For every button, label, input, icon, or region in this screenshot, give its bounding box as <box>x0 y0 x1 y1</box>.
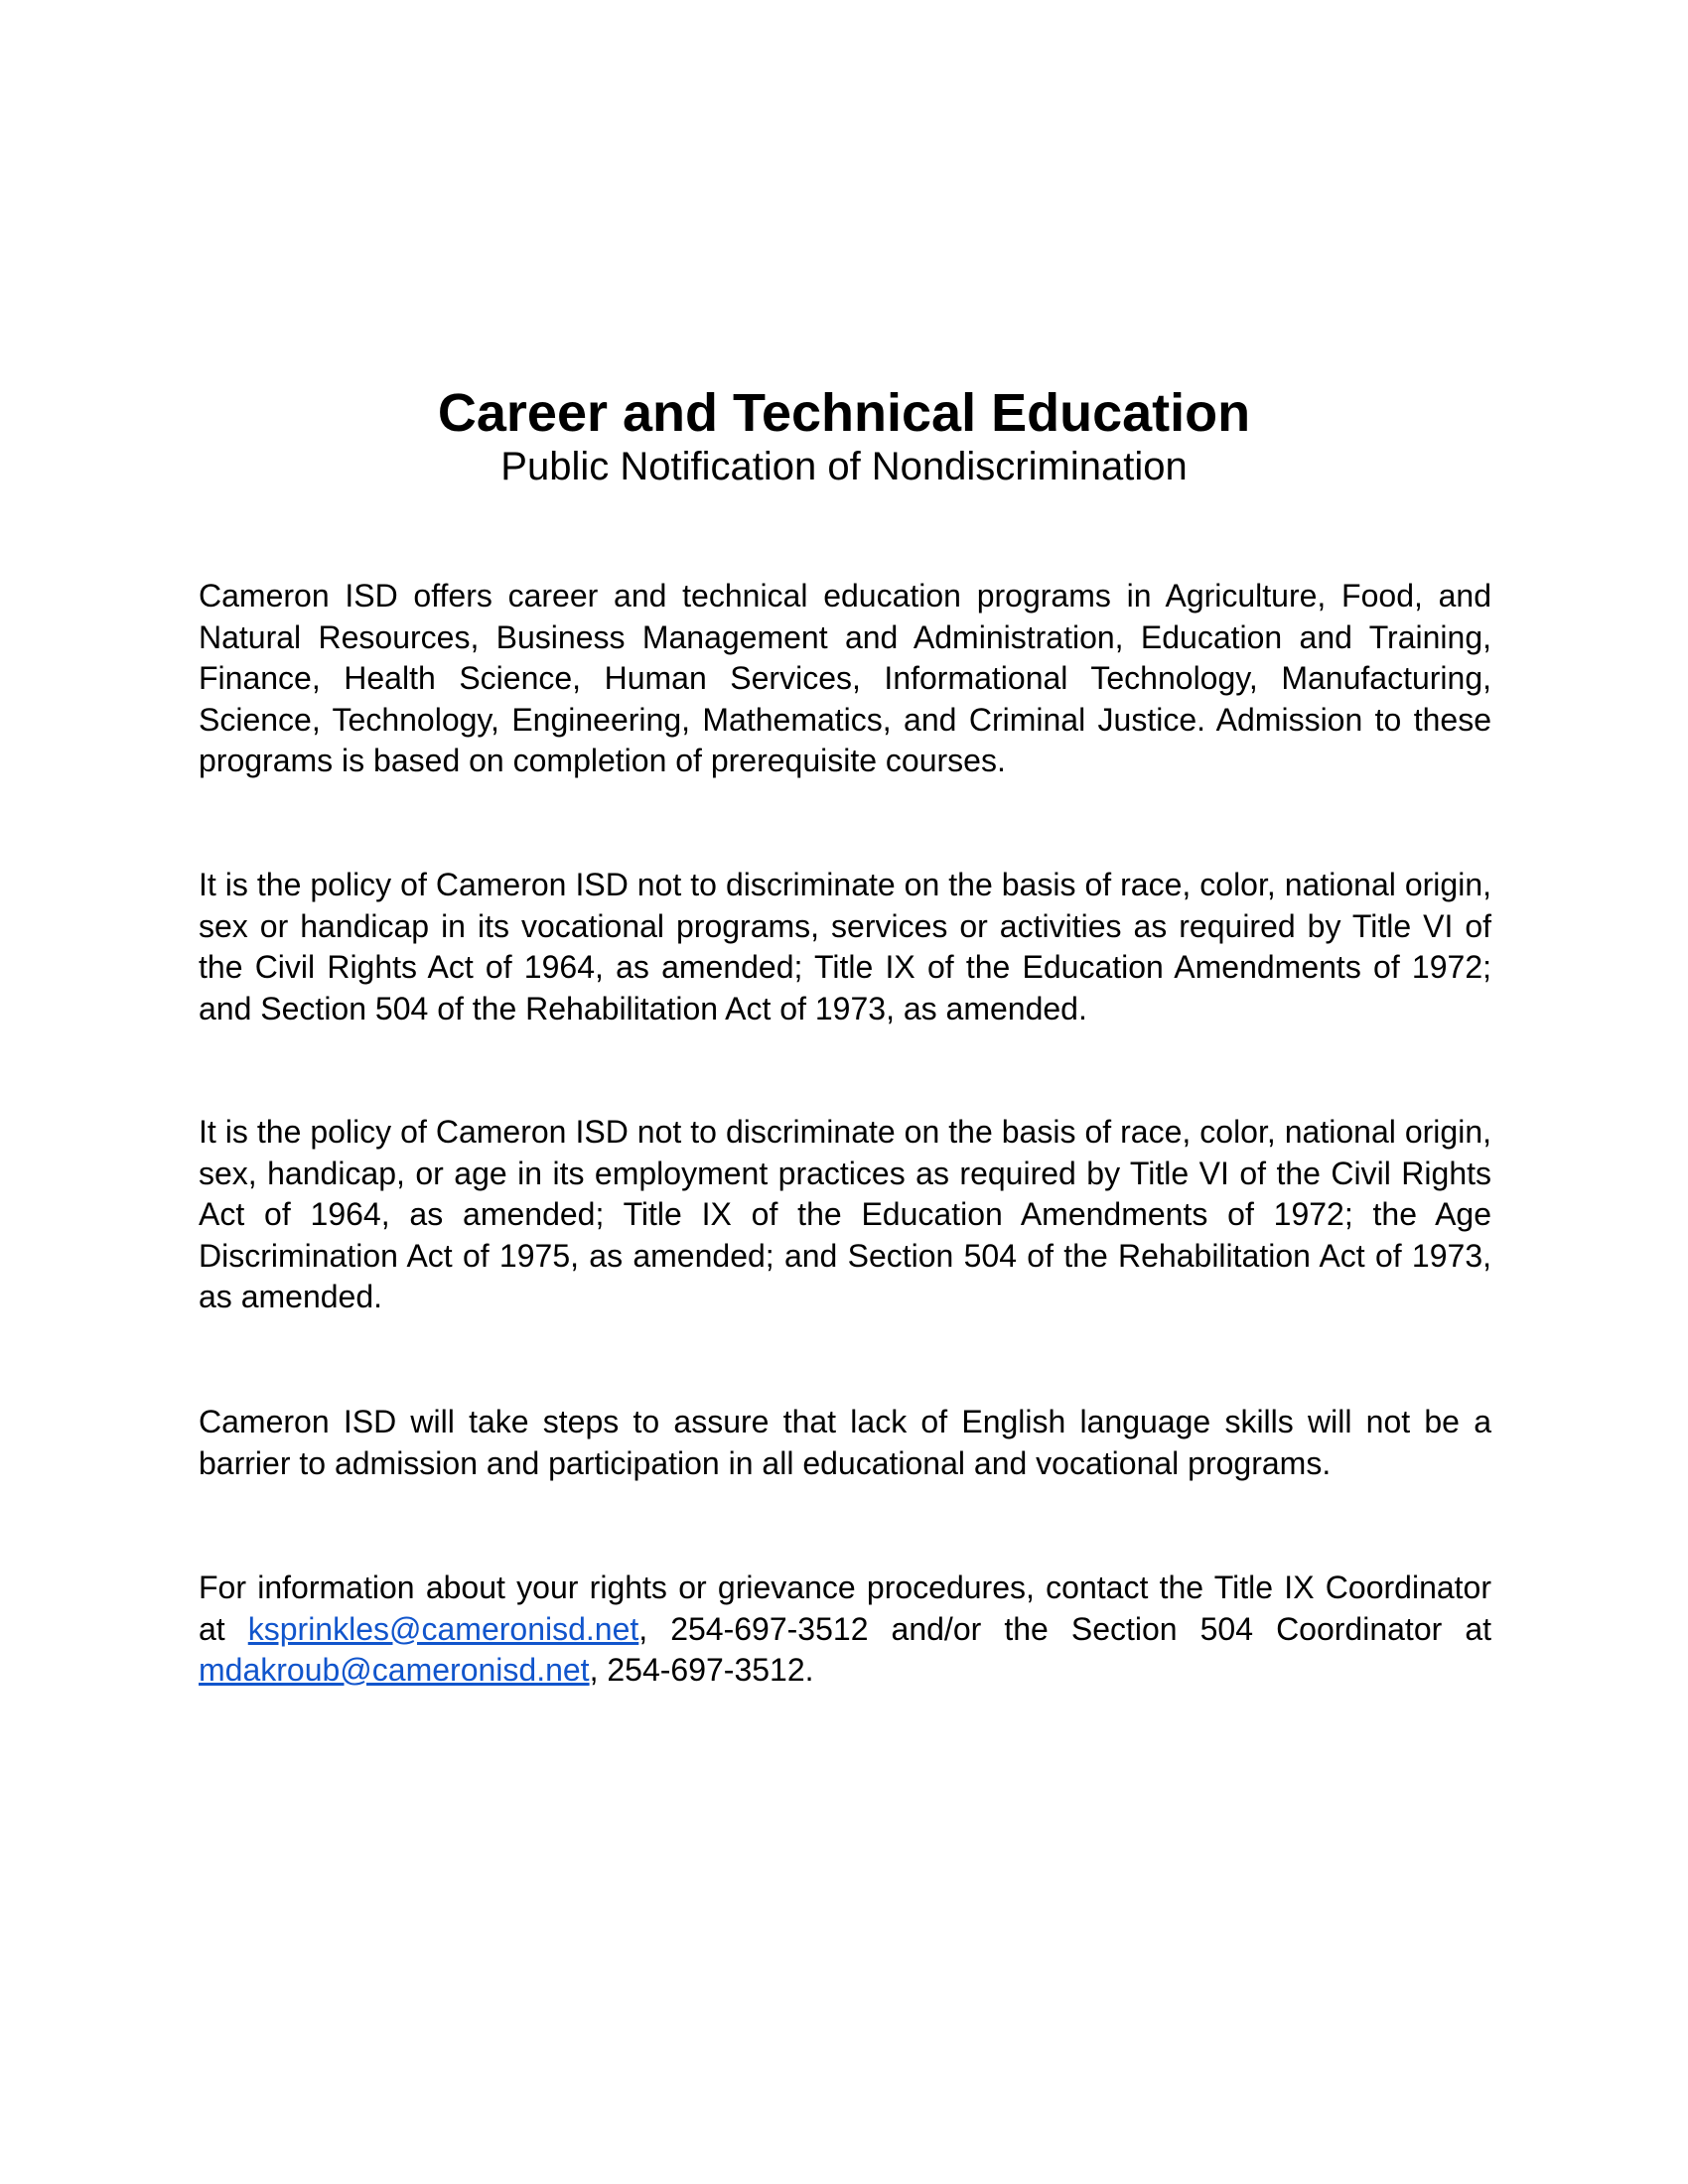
contact-paragraph <box>199 1568 1491 1692</box>
english-language-paragraph: Cameron ISD will take steps to assure that lack of English language skills will not be a barrier to admission and participation in all educational and vocational programs. <box>199 1404 1491 1481</box>
section-504-email-link[interactable]: mdakroub@cameronisd.net <box>199 1652 590 1688</box>
contact-end-text: , 254-697-3512. <box>589 1652 814 1688</box>
contact-mid-text: , 254-697-3512 and/or the Section 504 Coordinator at <box>638 1610 1491 1647</box>
title-ix-email-link[interactable]: ksprinkles@cameronisd.net <box>247 1610 639 1647</box>
programs-paragraph: Cameron ISD offers career and technical education programs in Agriculture, Food, and Natural Resources, Business Management and Administration, Education and Training, Finance, Health Science, Human Services, Informational Technology, Manufacturing, Science, Technology, Engineering, Mathematics, and Criminal Justice. Admission to these programs is based on completion of prerequisite courses. <box>199 578 1491 778</box>
employment-policy-paragraph: It is the policy of Cameron ISD not to discriminate on the basis of race, color, national origin, sex, handicap, or age in its employment practices as required by Title VI of the Civil Rights Act of 1964, as amended; Title IX of the Education Amendments of 1972; the Age Discrimination Act of 1975, as amended; and Section 504 of the Rehabilitation Act of 1973, as amended. <box>199 1114 1491 1314</box>
title-block <box>199 383 1489 490</box>
page-subtitle: Public Notification of Nondiscrimination <box>500 445 1188 488</box>
contact-intro-text: For information about your rights or grievance procedures, contact the Title IX Coordinator at <box>199 1570 1491 1647</box>
vocational-policy-paragraph: It is the policy of Cameron ISD not to discriminate on the basis of race, color, national origin, sex or handicap in its vocational programs, services or activities as required by Title VI of the Civil Rights Act of 1964, as amended; Title IX of the Education Amendments of 1972; and Section 504 of the Rehabilitation Act of 1973, as amended. <box>199 867 1491 1026</box>
page-title: Career and Technical Education <box>437 383 1251 443</box>
